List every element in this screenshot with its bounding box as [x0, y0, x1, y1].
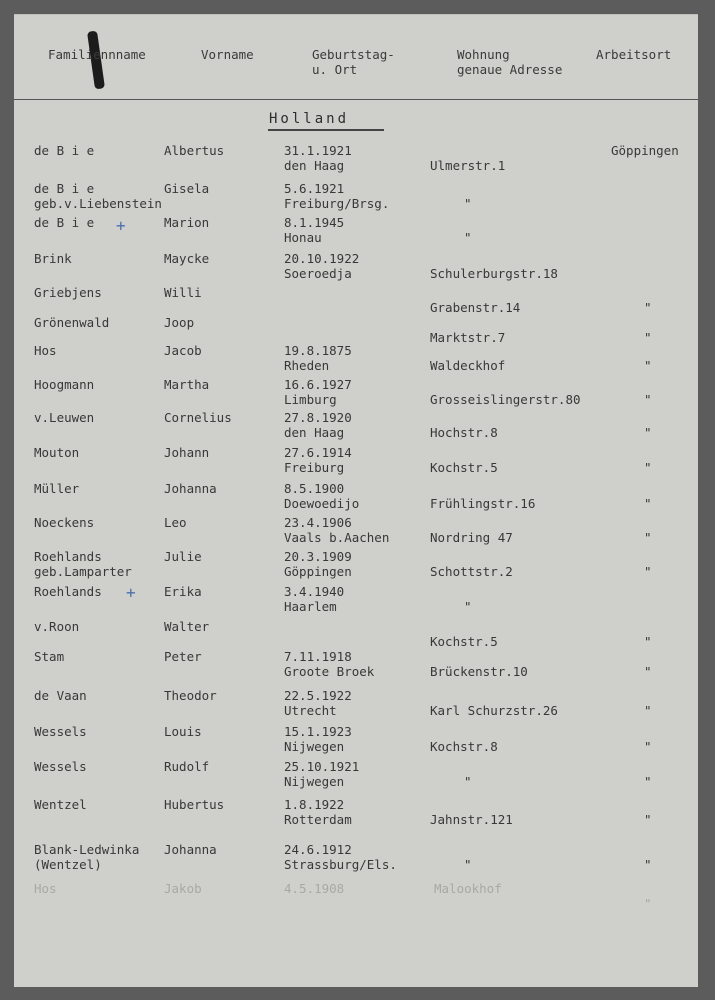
row-address: Malookhof — [434, 881, 502, 896]
row-first-name: Theodor — [164, 688, 217, 703]
row-address: " — [464, 230, 472, 245]
row-workplace: " — [644, 812, 652, 827]
section-country: Holland — [269, 111, 350, 127]
row-family-name: Hos — [34, 881, 57, 896]
row-first-name: Johanna — [164, 481, 217, 496]
row-workplace: " — [644, 300, 652, 315]
row-birth-date: 4.5.1908 — [284, 881, 345, 896]
header-family-name: Familiennname — [48, 47, 146, 62]
row-birth-place: Rotterdam — [284, 812, 352, 827]
row-family-name: Grönenwald — [34, 315, 110, 330]
row-address: Nordring 47 — [430, 530, 513, 545]
row-workplace: " — [644, 896, 652, 911]
row-workplace: " — [644, 634, 652, 649]
row-family-name: Müller — [34, 481, 80, 496]
cross-mark: + — [126, 583, 136, 602]
row-workplace: " — [644, 460, 652, 475]
header-divider — [14, 99, 698, 100]
row-family-name: Noeckens — [34, 515, 95, 530]
row-birth-date: 15.1.1923 — [284, 724, 352, 739]
row-birth-date: 7.11.1918 — [284, 649, 352, 664]
row-birth-place: Vaals b.Aachen — [284, 530, 390, 545]
row-address: " — [464, 774, 472, 789]
header-first-name: Vorname — [201, 47, 254, 62]
row-birth-date: 1.8.1922 — [284, 797, 345, 812]
row-workplace: " — [644, 425, 652, 440]
row-address: Frühlingstr.16 — [430, 496, 536, 511]
row-birth-date: 20.10.1922 — [284, 251, 360, 266]
row-first-name: Johanna — [164, 842, 217, 857]
row-first-name: Peter — [164, 649, 202, 664]
row-first-name: Louis — [164, 724, 202, 739]
row-family-name: Wessels — [34, 759, 87, 774]
row-first-name: Albertus — [164, 143, 225, 158]
row-family-name: Griebjens — [34, 285, 102, 300]
row-workplace: " — [644, 664, 652, 679]
row-workplace: " — [644, 330, 652, 345]
row-birth-date: 5.6.1921 — [284, 181, 345, 196]
section-underline — [268, 129, 384, 131]
row-family-name: de Vaan — [34, 688, 87, 703]
row-first-name: Maycke — [164, 251, 210, 266]
row-birth-place: den Haag — [284, 425, 345, 440]
row-birth-place: Rheden — [284, 358, 330, 373]
row-first-name: Martha — [164, 377, 210, 392]
row-birth-date: 22.5.1922 — [284, 688, 352, 703]
document-page — [14, 14, 698, 987]
row-family-name: Hoogmann — [34, 377, 95, 392]
row-workplace: " — [644, 774, 652, 789]
row-first-name: Marion — [164, 215, 210, 230]
row-address: Brückenstr.10 — [430, 664, 528, 679]
row-address: Kochstr.5 — [430, 634, 498, 649]
row-birth-place: Soeroedja — [284, 266, 352, 281]
row-address: Marktstr.7 — [430, 330, 506, 345]
row-birth-date: 19.8.1875 — [284, 343, 352, 358]
row-birth-date: 8.1.1945 — [284, 215, 345, 230]
row-workplace: Göppingen — [611, 143, 679, 158]
header-address: Wohnung genaue Adresse — [457, 47, 563, 77]
row-first-name: Rudolf — [164, 759, 210, 774]
row-birth-date: 8.5.1900 — [284, 481, 345, 496]
row-first-name: Jakob — [164, 881, 202, 896]
row-family-name: Roehlands geb.Lamparter — [34, 549, 132, 579]
row-family-name: Wentzel — [34, 797, 87, 812]
row-family-name: Mouton — [34, 445, 80, 460]
row-birth-place: Utrecht — [284, 703, 337, 718]
row-birth-place: den Haag — [284, 158, 345, 173]
row-birth-date: 20.3.1909 — [284, 549, 352, 564]
row-address: Jahnstr.121 — [430, 812, 513, 827]
row-workplace: " — [644, 739, 652, 754]
row-family-name: de B i e geb.v.Liebenstein — [34, 181, 162, 211]
row-family-name: Brink — [34, 251, 72, 266]
row-family-name: v.Roon — [34, 619, 80, 634]
header-birth: Geburtstag- u. Ort — [312, 47, 395, 77]
row-birth-place: Strassburg/Els. — [284, 857, 397, 872]
row-birth-date: 31.1.1921 — [284, 143, 352, 158]
row-family-name: de B i e — [34, 143, 95, 158]
row-family-name: Wessels — [34, 724, 87, 739]
row-address: Karl Schurzstr.26 — [430, 703, 558, 718]
header-workplace: Arbeitsort — [596, 47, 672, 62]
row-workplace: " — [644, 857, 652, 872]
row-address: Schottstr.2 — [430, 564, 513, 579]
row-workplace: " — [644, 703, 652, 718]
row-first-name: Leo — [164, 515, 187, 530]
row-first-name: Julie — [164, 549, 202, 564]
row-first-name: Willi — [164, 285, 202, 300]
row-birth-place: Honau — [284, 230, 322, 245]
row-birth-place: Göppingen — [284, 564, 352, 579]
row-address: Grabenstr.14 — [430, 300, 521, 315]
row-first-name: Walter — [164, 619, 210, 634]
row-address: Schulerburgstr.18 — [430, 266, 558, 281]
row-address: Waldeckhof — [430, 358, 506, 373]
row-family-name: Stam — [34, 649, 65, 664]
row-birth-place: Freiburg/Brsg. — [284, 196, 390, 211]
row-birth-place: Doewoedijo — [284, 496, 360, 511]
row-family-name: v.Leuwen — [34, 410, 95, 425]
row-birth-date: 16.6.1927 — [284, 377, 352, 392]
row-workplace: " — [644, 358, 652, 373]
row-address: " — [464, 599, 472, 614]
row-workplace: " — [644, 564, 652, 579]
cross-mark: + — [116, 216, 126, 235]
row-family-name: Roehlands — [34, 584, 102, 599]
row-birth-date: 23.4.1906 — [284, 515, 352, 530]
row-birth-place: Haarlem — [284, 599, 337, 614]
row-first-name: Johann — [164, 445, 210, 460]
row-address: Grosseislingerstr.80 — [430, 392, 581, 407]
row-address: " — [464, 196, 472, 211]
row-address: " — [464, 857, 472, 872]
row-first-name: Hubertus — [164, 797, 225, 812]
row-birth-date: 3.4.1940 — [284, 584, 345, 599]
row-first-name: Jacob — [164, 343, 202, 358]
row-birth-place: Groote Broek — [284, 664, 375, 679]
row-first-name: Erika — [164, 584, 202, 599]
row-workplace: " — [644, 392, 652, 407]
row-family-name: de B i e — [34, 215, 95, 230]
row-first-name: Cornelius — [164, 410, 232, 425]
row-birth-place: Limburg — [284, 392, 337, 407]
row-family-name: Blank-Ledwinka (Wentzel) — [34, 842, 140, 872]
row-first-name: Joop — [164, 315, 195, 330]
row-birth-date: 27.8.1920 — [284, 410, 352, 425]
row-birth-date: 24.6.1912 — [284, 842, 352, 857]
row-workplace: " — [644, 530, 652, 545]
row-birth-date: 27.6.1914 — [284, 445, 352, 460]
row-address: Kochstr.8 — [430, 739, 498, 754]
row-birth-place: Nijwegen — [284, 739, 345, 754]
row-family-name: Hos — [34, 343, 57, 358]
row-address: Hochstr.8 — [430, 425, 498, 440]
row-address: Ulmerstr.1 — [430, 158, 506, 173]
row-first-name: Gisela — [164, 181, 210, 196]
row-birth-place: Freiburg — [284, 460, 345, 475]
row-address: Kochstr.5 — [430, 460, 498, 475]
row-birth-date: 25.10.1921 — [284, 759, 360, 774]
row-workplace: " — [644, 496, 652, 511]
row-birth-place: Nijwegen — [284, 774, 345, 789]
